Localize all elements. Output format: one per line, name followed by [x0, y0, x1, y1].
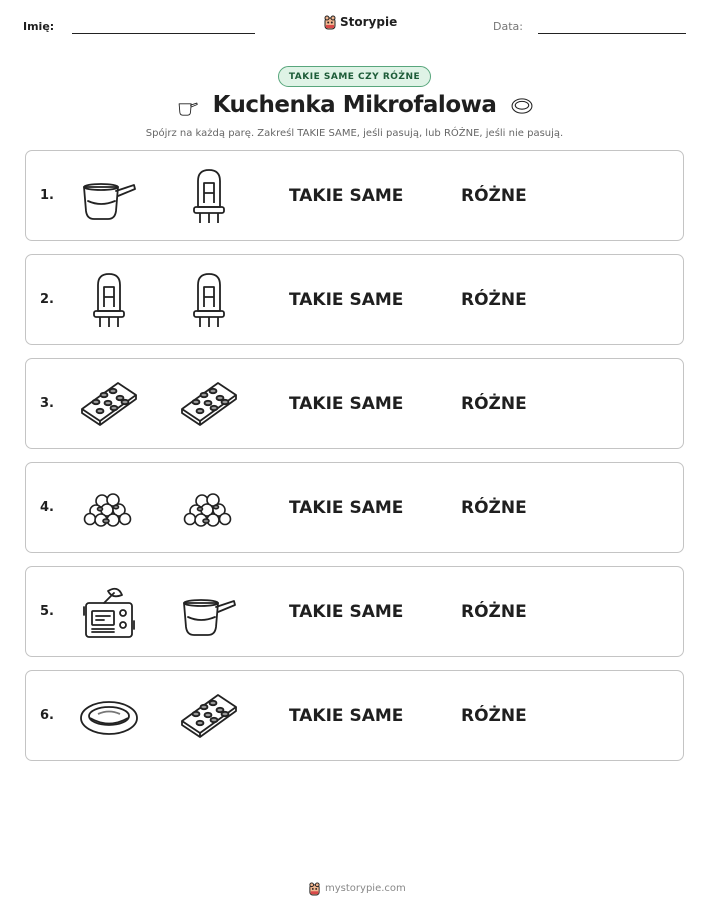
instructions: Spójrz na każdą parę. Zakreśl TAKIE SAME, jeśli pasują, lub RÓŻNE, jeśli nie pasują. — [145, 128, 564, 139]
magnetron-tube-icon — [78, 269, 140, 331]
storypie-mascot-icon — [323, 14, 337, 30]
name-label: Imię: — [23, 20, 55, 33]
mug-icon — [78, 165, 140, 227]
rozne-option[interactable]: RÓŻNE — [461, 290, 527, 310]
row-number: 2. — [40, 292, 54, 307]
page-title: Kuchenka Mikrofalowa — [212, 92, 497, 118]
row-number: 5. — [40, 604, 54, 619]
popcorn-pile-icon — [178, 477, 240, 539]
row-number: 3. — [40, 396, 54, 411]
pair-row-1 — [25, 150, 684, 241]
rozne-option[interactable]: RÓŻNE — [461, 602, 527, 622]
popcorn-tray-icon — [178, 373, 240, 435]
row-number: 4. — [40, 500, 54, 515]
rozne-option[interactable]: RÓŻNE — [461, 394, 527, 414]
footer-url[interactable]: mystorypie.com — [325, 883, 406, 894]
name-line[interactable] — [72, 33, 255, 34]
rozne-option[interactable]: RÓŻNE — [461, 498, 527, 518]
storypie-mascot-icon — [308, 881, 321, 896]
rozne-option[interactable]: RÓŻNE — [461, 186, 527, 206]
magnetron-tube-icon — [178, 269, 240, 331]
takie-same-option[interactable]: TAKIE SAME — [289, 186, 404, 206]
pair-row-5 — [25, 566, 684, 657]
brand-name: Storypie — [340, 15, 398, 29]
rozne-option[interactable]: RÓŻNE — [461, 706, 527, 726]
footer — [308, 881, 406, 896]
date-label: Data: — [493, 20, 523, 33]
microwave-radio-icon — [78, 581, 140, 643]
row-number: 1. — [40, 188, 54, 203]
magnetron-tube-icon — [178, 165, 240, 227]
takie-same-option[interactable]: TAKIE SAME — [289, 290, 404, 310]
pair-row-2 — [25, 254, 684, 345]
popcorn-tray-icon — [178, 685, 240, 747]
pair-row-4 — [25, 462, 684, 553]
mug-icon — [178, 581, 240, 643]
takie-same-option[interactable]: TAKIE SAME — [289, 498, 404, 518]
brand-logo — [323, 14, 397, 30]
takie-same-option[interactable]: TAKIE SAME — [289, 706, 404, 726]
pair-row-6 — [25, 670, 684, 761]
worksheet-type-badge: TAKIE SAME CZY RÓŻNE — [278, 66, 431, 87]
plate-icon — [78, 685, 140, 747]
takie-same-option[interactable]: TAKIE SAME — [289, 602, 404, 622]
pair-row-3 — [25, 358, 684, 449]
popcorn-tray-icon — [78, 373, 140, 435]
plate-icon — [505, 95, 539, 117]
row-number: 6. — [40, 708, 54, 723]
takie-same-option[interactable]: TAKIE SAME — [289, 394, 404, 414]
date-line[interactable] — [538, 33, 686, 34]
popcorn-pile-icon — [78, 477, 140, 539]
